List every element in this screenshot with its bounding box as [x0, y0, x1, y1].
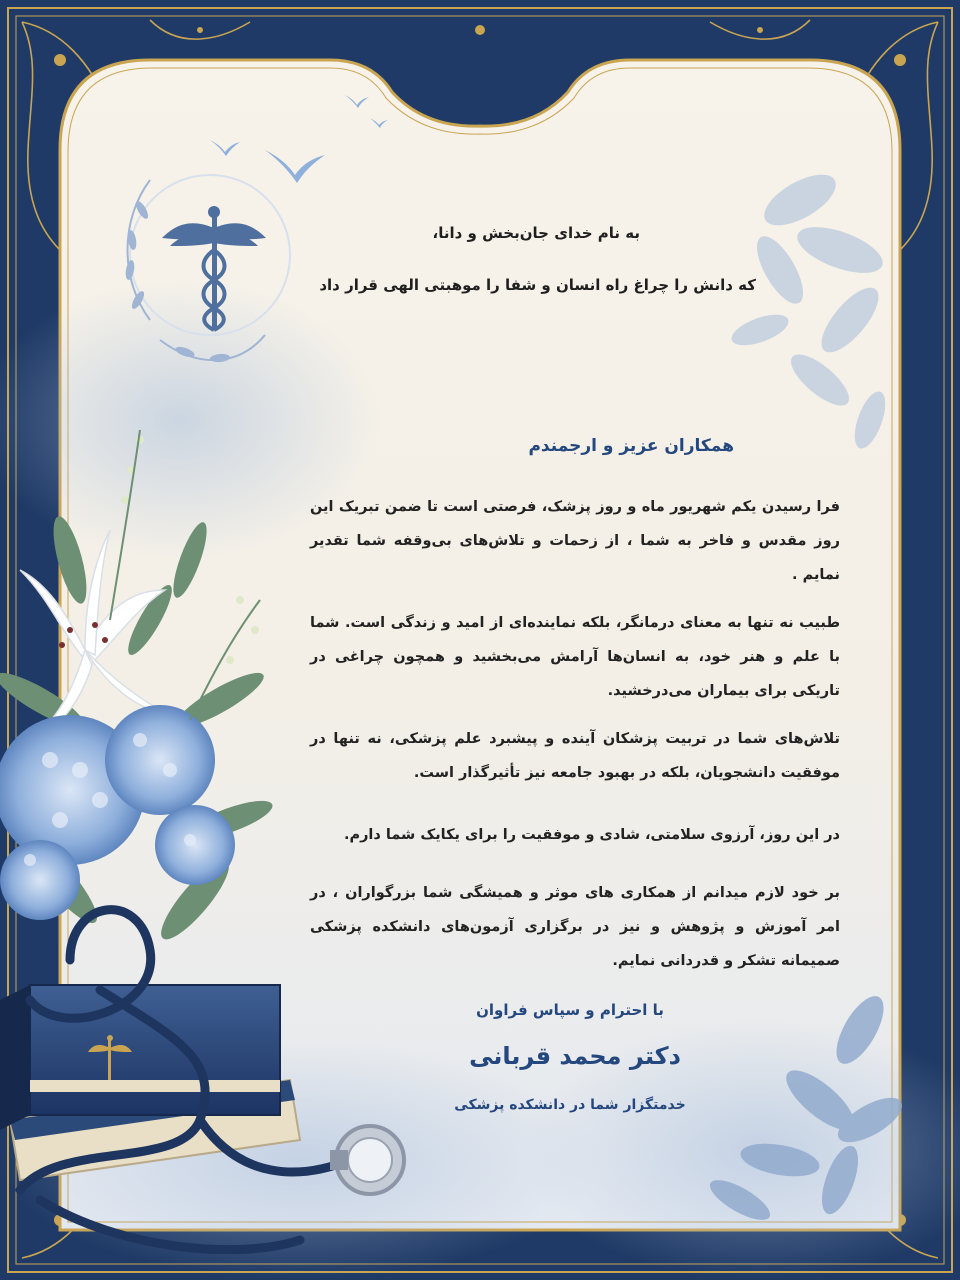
- letter-paragraph-5: بر خود لازم میدانم از همکاری های موثر و همیشگی شما بزرگواران ، در امر آموزش و پژوهش و نیز در برگزاری آزمون‌های دانشکده پزشکی صمیمانه تشکر و قدردانی نمایم.: [310, 885, 840, 969]
- letter-paragraph-1: فرا رسیدن یکم شهریور ماه و روز پزشک، فرصتی است تا ضمن تبریک این روز مقدس و فاخر به شما ، از زحمات و تلاش‌های بی‌وقفه شما تقدیر نمایم .: [310, 499, 840, 583]
- signer-name: دکتر محمد قربانی: [469, 1042, 681, 1070]
- letter-paragraph-4: در این روز، آرزوی سلامتی، شادی و موفقیت را برای یکایک شما دارم.: [343, 827, 840, 843]
- closing-line: با احترام و سپاس فراوان: [476, 1001, 664, 1019]
- invocation-line-2: که دانش را چراغ راه انسان و شفا را موهبتی الهی قرار داد: [319, 276, 756, 294]
- signer-role: خدمتگزار شما در دانشکده پزشکی: [454, 1097, 686, 1113]
- letter-paragraph-2: طبیب نه تنها به معنای درمانگر، بلکه نماینده‌ای از امید و زندگی است. شما با علم و هنر خود، به انسان‌ها آرامش می‌بخشید و همچون چراغی در تاریکی برای بیماران می‌درخشید.: [310, 615, 840, 699]
- letter-paragraph-3: تلاش‌های شما در تربیت پزشکان آینده و پیشبرد علم پزشکی، نه تنها در موفقیت دانشجویان، بلکه در بهبود جامعه نیز تأثیرگذار است.: [310, 731, 840, 781]
- invocation-line-1: به نام خدای جان‌بخش و دانا،: [432, 224, 640, 242]
- greeting-heading: همکاران عزیز و ارجمندم: [528, 436, 734, 456]
